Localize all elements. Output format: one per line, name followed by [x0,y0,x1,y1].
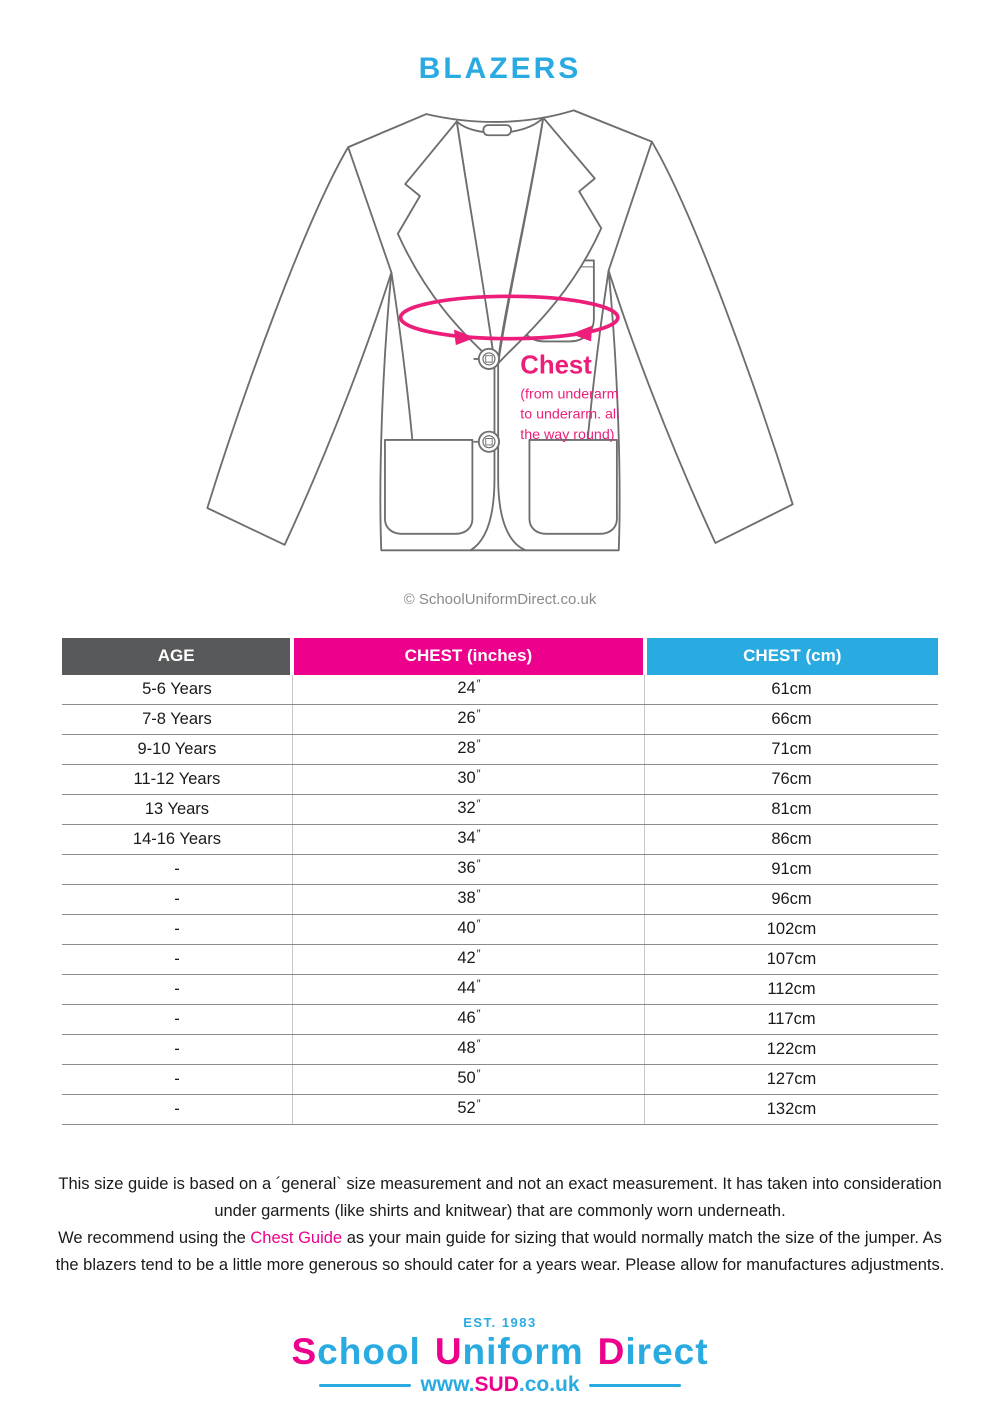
table-row [62,705,938,735]
chest-inches-cell [292,675,644,705]
url-www: www. [420,1373,475,1396]
chest-inches-cell [292,795,644,825]
chest-cm-cell: 61cm [645,675,938,705]
inches-value: 46 [457,1009,476,1027]
disclaimer-text: We recommend using the [58,1229,251,1247]
chest-inches-cell [292,1035,644,1065]
chest-cm-cell: 117cm [645,1005,938,1035]
age-cell: - [62,1065,292,1095]
inches-value: 24 [457,679,476,697]
chest-cm-cell: 107cm [645,945,938,975]
inch-mark: ″ [476,918,481,930]
inches-value: 36 [457,859,476,877]
disclaimer-text: as your main guide for sizing that would normally match the size of the jumper. As the blazers tend to be a little more generous so should cater for a years wear. Please allow for manufactures adjustments. [55,1229,945,1274]
age-cell: 14-16 Years [62,825,292,855]
inch-mark: ″ [476,828,481,840]
url-sud: SUD [474,1373,519,1396]
logo-word-school [291,1331,420,1372]
inches-value: 34 [457,829,476,847]
chest-cm-cell: 96cm [645,885,938,915]
age-cell: - [62,945,292,975]
age-cell: - [62,1005,292,1035]
chest-inches-cell [292,915,644,945]
chest-cm-cell: 66cm [645,705,938,735]
chest-inches-cell [292,735,644,765]
table-row [62,1035,938,1065]
page-title: BLAZERS [418,52,582,85]
chest-sub-line-3: the way round) [520,426,615,443]
chest-cm-cell: 132cm [645,1095,938,1125]
chest-inches-cell [292,765,644,795]
table-row [62,675,938,705]
inch-mark: ″ [476,1068,481,1080]
logo-word-uniform [435,1331,584,1372]
size-guide-disclaimer [48,1171,953,1279]
est-1983-label: EST. 1983 [463,1315,537,1330]
table-row [62,1065,938,1095]
inches-value: 32 [457,799,476,817]
table-row [62,915,938,945]
inch-mark: ″ [476,1038,481,1050]
inch-mark: ″ [476,768,481,780]
chest-sub-line-2: to underarm. all [520,406,620,423]
inches-value: 28 [457,739,476,757]
inches-value: 50 [457,1069,476,1087]
logo-letters: niform [462,1331,584,1372]
inch-mark: ″ [476,1008,481,1020]
logo-letter: S [291,1331,318,1372]
table-row [62,885,938,915]
url-text [420,1373,579,1397]
age-cell: - [62,975,292,1005]
right-pocket [529,440,616,534]
age-cell: 9-10 Years [62,735,292,765]
age-cell: - [62,885,292,915]
logo-wordmark [0,1331,1000,1373]
logo-word-direct [598,1331,709,1372]
inch-mark: ″ [476,858,481,870]
inch-mark: ″ [476,948,481,960]
inches-value: 52 [457,1099,476,1117]
chest-inches-cell [292,885,644,915]
table-row [62,855,938,885]
chest-inches-cell [292,855,644,885]
chest-cm-cell: 102cm [645,915,938,945]
age-cell: 13 Years [62,795,292,825]
logo-letter: D [597,1331,626,1372]
chest-cm-cell: 86cm [645,825,938,855]
inches-value: 48 [457,1039,476,1057]
chest-inches-cell [292,1095,644,1125]
size-chart-table [62,638,938,1125]
logo-url [0,1373,1000,1397]
chest-cm-cell: 122cm [645,1035,938,1065]
chest-cm-cell: 127cm [645,1065,938,1095]
chest-inches-cell [292,1065,644,1095]
left-pocket [385,440,472,534]
school-uniform-direct-logo [0,1315,1000,1397]
logo-letter: U [434,1331,463,1372]
table-row [62,795,938,825]
chest-inches-cell [292,975,644,1005]
inches-value: 44 [457,979,476,997]
chest-inches-cell [292,825,644,855]
logo-letters: irect [625,1331,709,1372]
age-cell: 11-12 Years [62,765,292,795]
table-header-row [62,638,938,675]
blazer-diagram [140,92,860,608]
header-age: AGE [62,638,292,675]
table-row [62,1095,938,1125]
copyright-line: © SchoolUniformDirect.co.uk [403,591,597,608]
table-row [62,765,938,795]
chest-inches-cell [292,705,644,735]
chest-cm-cell: 76cm [645,765,938,795]
age-cell: - [62,1095,292,1125]
inches-value: 42 [457,949,476,967]
age-cell: - [62,1035,292,1065]
chest-cm-cell: 81cm [645,795,938,825]
inch-mark: ″ [476,798,481,810]
chest-sub-line-1: (from underarm [520,386,619,403]
chest-cm-cell: 71cm [645,735,938,765]
hanger-loop [483,125,511,135]
url-tld: .co.uk [518,1373,580,1396]
header-chest-cm: CHEST (cm) [645,638,938,675]
age-cell: 7-8 Years [62,705,292,735]
url-right-dash [589,1384,681,1387]
logo-letters: chool [317,1331,421,1372]
age-cell: - [62,855,292,885]
inches-value: 38 [457,889,476,907]
age-cell: - [62,915,292,945]
chest-inches-cell [292,945,644,975]
inch-mark: ″ [476,738,481,750]
inches-value: 30 [457,769,476,787]
blazer-illustration [150,92,850,589]
inch-mark: ″ [476,678,481,690]
inch-mark: ″ [476,978,481,990]
age-cell: 5-6 Years [62,675,292,705]
table-row [62,975,938,1005]
chest-cm-cell: 91cm [645,855,938,885]
chest-label: Chest [520,351,592,380]
table-row [62,1005,938,1035]
inches-value: 40 [457,919,476,937]
chest-inches-cell [292,1005,644,1035]
inch-mark: ″ [476,888,481,900]
inches-value: 26 [457,709,476,727]
header-chest-inches: CHEST (inches) [292,638,644,675]
table-row [62,825,938,855]
disclaimer-paragraph-1: This size guide is based on a ´general` size measurement and not an exact measurement. It has taken into consideration under garments (like shirts and knitwear) that are commonly worn underneath. [58,1175,942,1220]
url-left-dash [319,1384,411,1387]
inch-mark: ″ [476,708,481,720]
disclaimer-paragraph-2 [48,1225,953,1279]
table-row [62,945,938,975]
chest-guide-highlight: Chest Guide [250,1229,343,1247]
table-row [62,735,938,765]
inch-mark: ″ [476,1098,481,1110]
chest-cm-cell: 112cm [645,975,938,1005]
